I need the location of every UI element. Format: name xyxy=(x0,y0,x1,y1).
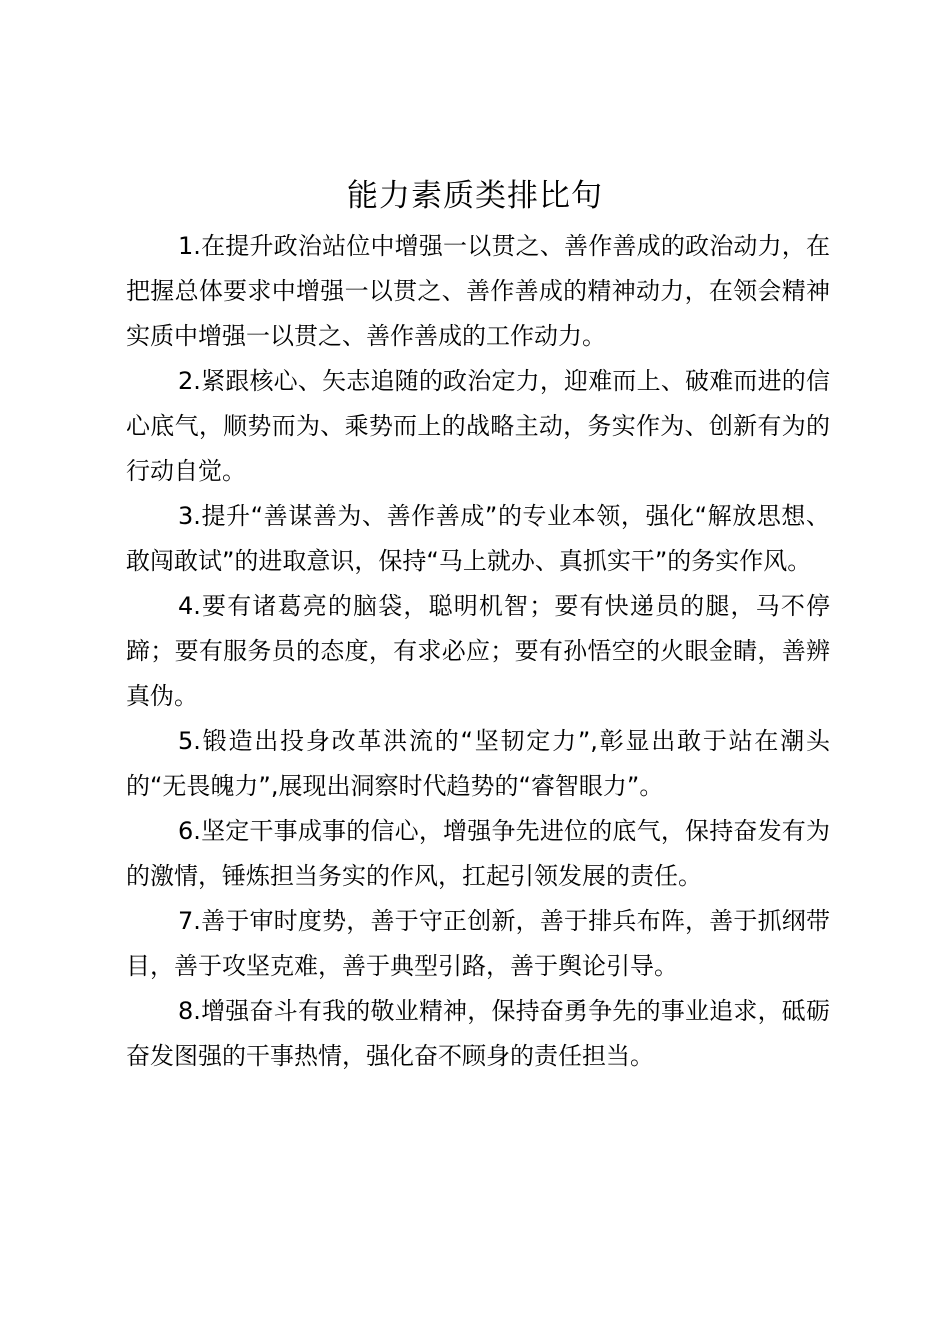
paragraph-4: 4.要有诸葛亮的脑袋，聪明机智；要有快递员的腿，马不停蹄；要有服务员的态度，有求必应；要有孙悟空的火眼金睛，善辨真伪。 xyxy=(126,592,830,710)
document-body xyxy=(126,224,830,1079)
paragraph-6: 6.坚定干事成事的信心，增强争先进位的底气，保持奋发有为的激情，锤炼担当务实的作风，扛起引领发展的责任。 xyxy=(126,817,830,890)
paragraph-8: 8.增强奋斗有我的敬业精神，保持奋勇争先的事业追求，砥砺奋发图强的干事热情，强化奋不顾身的责任担当。 xyxy=(126,997,830,1070)
document-title: 能力素质类排比句 xyxy=(347,178,603,214)
paragraph-7: 7.善于审时度势，善于守正创新，善于排兵布阵，善于抓纲带目，善于攻坚克难，善于典型引路，善于舆论引导。 xyxy=(126,907,830,980)
paragraph-3: 3.提升“善谋善为、善作善成”的专业本领，强化“解放思想、敢闯敢试”的进取意识，保持“马上就办、真抓实干”的务实作风。 xyxy=(126,502,830,575)
paragraph-1: 1.在提升政治站位中增强一以贯之、善作善成的政治动力，在把握总体要求中增强一以贯之、善作善成的精神动力，在领会精神实质中增强一以贯之、善作善成的工作动力。 xyxy=(126,232,830,350)
paragraph-2: 2.紧跟核心、矢志追随的政治定力，迎难而上、破难而进的信心底气，顺势而为、乘势而上的战略主动，务实作为、创新有为的行动自觉。 xyxy=(126,367,830,485)
paragraph-5: 5.锻造出投身改革洪流的“坚韧定力”,彰显出敢于站在潮头的“无畏魄力”,展现出洞察时代趋势的“睿智眼力”。 xyxy=(126,727,830,800)
